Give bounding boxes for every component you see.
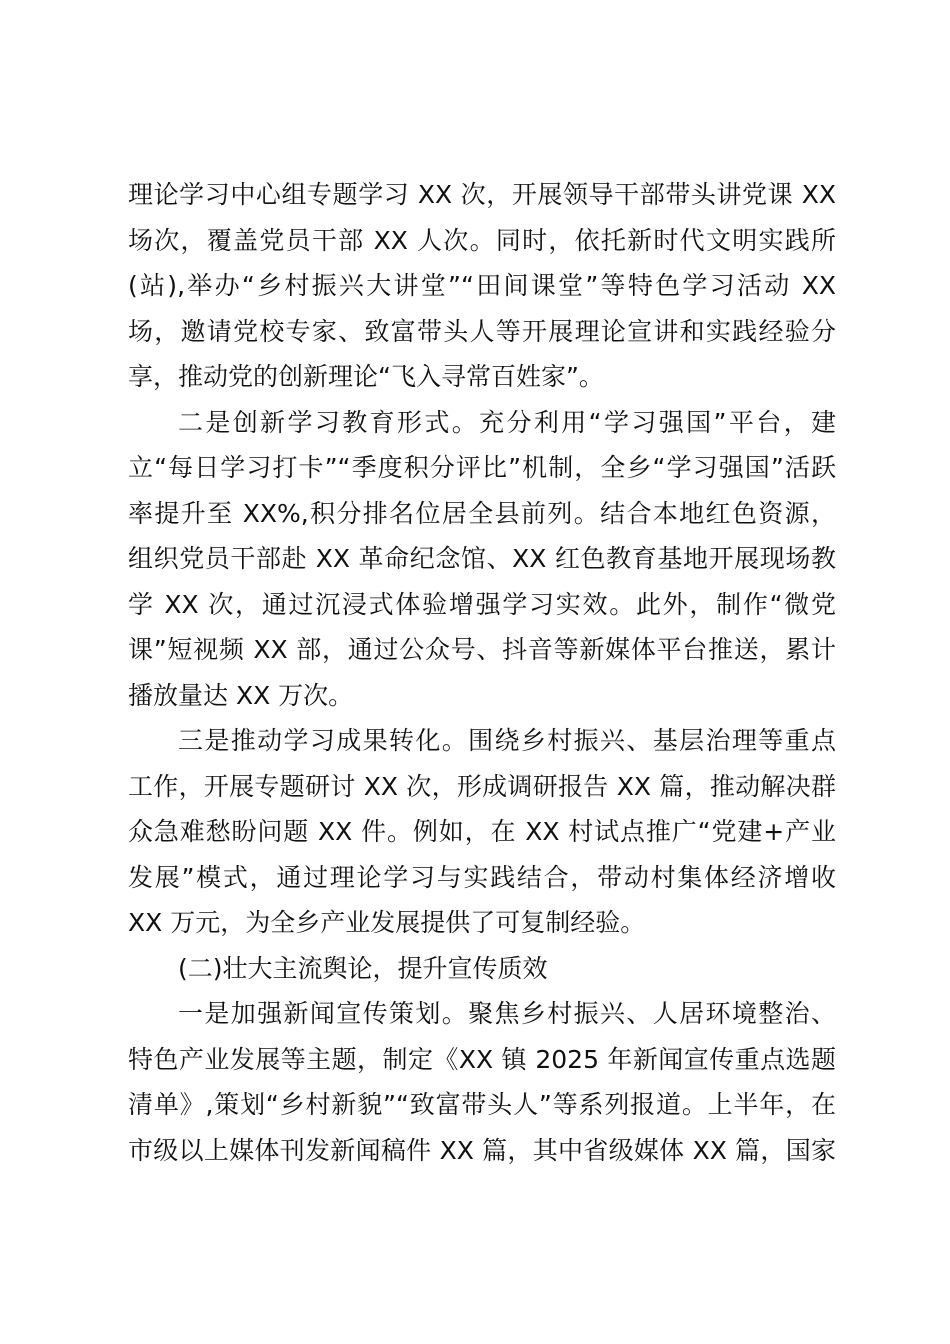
- text-line: 场次，覆盖党员干部 XX 人次。同时，依托新时代文明实践所: [128, 225, 836, 255]
- text-line: 场，邀请党校专家、致富带头人等开展理论宣讲和实践经验分: [128, 316, 836, 346]
- text-line: 享，推动党的创新理论“飞入寻常百姓家”。: [128, 362, 604, 391]
- text-line: 三是推动学习成果转化。围绕乡村振兴、基层治理等重点: [178, 726, 836, 755]
- text-line: 工作，开展专题研讨 XX 次，形成调研报告 XX 篇，推动解决群: [128, 771, 836, 801]
- document-body: [128, 172, 836, 1173]
- text-line: 理论学习中心组专题学习 XX 次，开展领导干部带头讲党课 XX: [128, 180, 836, 209]
- section-heading: (二)壮大主流舆论，提升宣传质效: [178, 953, 548, 983]
- text-line: 众急难愁盼问题 XX 件。例如，在 XX 村试点推广“党建+产业: [128, 817, 836, 846]
- text-line: 二是创新学习教育形式。充分利用“学习强国”平台，建: [178, 407, 836, 437]
- text-line: 发展”模式，通过理论学习与实践结合，带动村集体经济增收: [128, 862, 836, 892]
- text-line: 立“每日学习打卡”“季度积分评比”机制，全乡“学习强国”活跃: [128, 453, 836, 482]
- text-line: 学 XX 次，通过沉浸式体验增强学习实效。此外，制作“微党: [128, 589, 836, 619]
- text-line: 特色产业发展等主题，制定《XX 镇 2025 年新闻宣传重点选题: [128, 1044, 836, 1074]
- text-line: 一是加强新闻宣传策划。聚焦乡村振兴、人居环境整治、: [178, 999, 836, 1028]
- text-line: XX 万元，为全乡产业发展提供了可复制经验。: [128, 908, 646, 937]
- text-line: 率提升至 XX%,积分排名位居全县前列。结合本地红色资源，: [128, 498, 836, 528]
- text-line: 清单》,策划“乡村新貌”“致富带头人”等系列报道。上半年，在: [128, 1090, 836, 1119]
- text-line: 播放量达 XX 万次。: [128, 680, 354, 710]
- text-line: (站),举办“乡村振兴大讲堂”“田间课堂”等特色学习活动 XX: [128, 271, 836, 300]
- text-line: 组织党员干部赴 XX 革命纪念馆、XX 红色教育基地开展现场教: [128, 544, 836, 573]
- text-line: 课”短视频 XX 部，通过公众号、抖音等新媒体平台推送，累计: [128, 635, 836, 664]
- text-line: 市级以上媒体刊发新闻稿件 XX 篇，其中省级媒体 XX 篇，国家: [128, 1135, 836, 1165]
